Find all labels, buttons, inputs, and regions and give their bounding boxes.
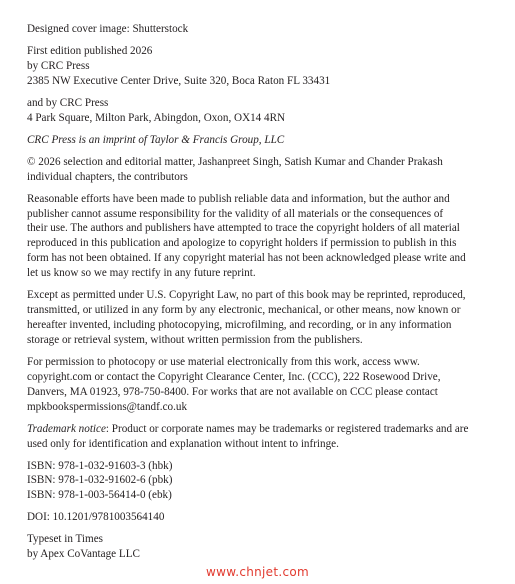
- paragraph-line: Reasonable efforts have been made to publish reliable data and information, but the author and: [27, 192, 450, 205]
- paragraph-line: transmitted, or utilized in any form by any electronic, mechanical, or other means, now known or: [27, 304, 461, 317]
- permission-paragraph: [27, 355, 495, 415]
- copyright-page: [27, 22, 495, 569]
- imprint-statement: [27, 133, 495, 148]
- trademark-text: : Product or corporate names may be trademarks or registered trademarks and are: [105, 422, 469, 435]
- uk-publisher-line: and by CRC Press: [27, 96, 109, 109]
- edition-block: [27, 44, 495, 89]
- cover-credit: [27, 22, 495, 37]
- copyright-line: © 2026 selection and editorial matter, Jashanpreet Singh, Satish Kumar and Chander Prakash: [27, 155, 443, 168]
- doi-line: DOI: 10.1201/9781003564140: [27, 511, 165, 524]
- publisher-line: by CRC Press: [27, 59, 90, 72]
- trademark-notice: [27, 422, 495, 452]
- uk-publisher-block: [27, 96, 495, 126]
- reasonable-efforts-paragraph: [27, 192, 495, 281]
- trademark-label: Trademark notice: [27, 422, 106, 435]
- paragraph-line: storage or retrieval system, without written permission from the publishers.: [27, 333, 363, 346]
- permission-email: mpkbookspermissions@tandf.co.uk: [27, 400, 188, 413]
- paragraph-line: publisher cannot assume responsibility for the validity of all materials or the consequences of: [27, 207, 444, 220]
- paragraph-line: Except as permitted under U.S. Copyright Law, no part of this book may be reprinted, reproduced,: [27, 289, 466, 302]
- trademark-text-line: used only for identification and explanation without intent to infringe.: [27, 437, 339, 450]
- typesetter-line: by Apex CoVantage LLC: [27, 548, 140, 561]
- doi-block: [27, 510, 495, 525]
- imprint-italic: CRC Press is an imprint of: [27, 133, 150, 146]
- edition-line: First edition published 2026: [27, 45, 153, 57]
- isbn-block: [27, 459, 495, 504]
- paragraph-line: reproduced in this publication and apologize to copyright holders if permission to publish in this: [27, 237, 457, 250]
- us-address-line: 2385 NW Executive Center Drive, Suite 320, Boca Raton FL 33431: [27, 74, 331, 87]
- typeset-font-line: Typeset in Times: [27, 533, 103, 546]
- watermark: www.chnjet.com: [205, 565, 310, 579]
- isbn-ebk: ISBN: 978-1-003-56414-0 (ebk): [27, 489, 172, 502]
- paragraph-line: their use. The authors and publishers have attempted to trace the copyright holders of all material: [27, 222, 460, 235]
- isbn-pbk: ISBN: 978-1-032-91602-6 (pbk): [27, 474, 173, 487]
- typeset-block: [27, 532, 495, 562]
- copyright-statement: [27, 155, 495, 185]
- isbn-hbk: ISBN: 978-1-032-91603-3 (hbk): [27, 459, 173, 472]
- contributors-line: individual chapters, the contributors: [27, 170, 188, 183]
- paragraph-line: For permission to photocopy or use material electronically from this work, access www.: [27, 355, 420, 368]
- paragraph-line: form has not been obtained. If any copyright material has not been acknowledged please write and: [27, 252, 466, 265]
- paragraph-line: copyright.com or contact the Copyright Clearance Center, Inc. (CCC), 222 Rosewood Drive,: [27, 370, 441, 383]
- paragraph-line: hereafter invented, including photocopying, microfilming, and recording, or in any information: [27, 318, 452, 331]
- uk-address-line: 4 Park Square, Milton Park, Abingdon, Oxon, OX14 4RN: [27, 111, 286, 124]
- paragraph-line: let us know so we may rectify in any future reprint.: [27, 267, 256, 280]
- copyright-law-paragraph: [27, 288, 495, 348]
- imprint-group: Taylor & Francis Group, LLC: [149, 133, 285, 146]
- paragraph-line: Danvers, MA 01923, 978-750-8400. For works that are not available on CCC please contact: [27, 385, 438, 398]
- cover-credit-line: Designed cover image: Shutterstock: [27, 23, 189, 35]
